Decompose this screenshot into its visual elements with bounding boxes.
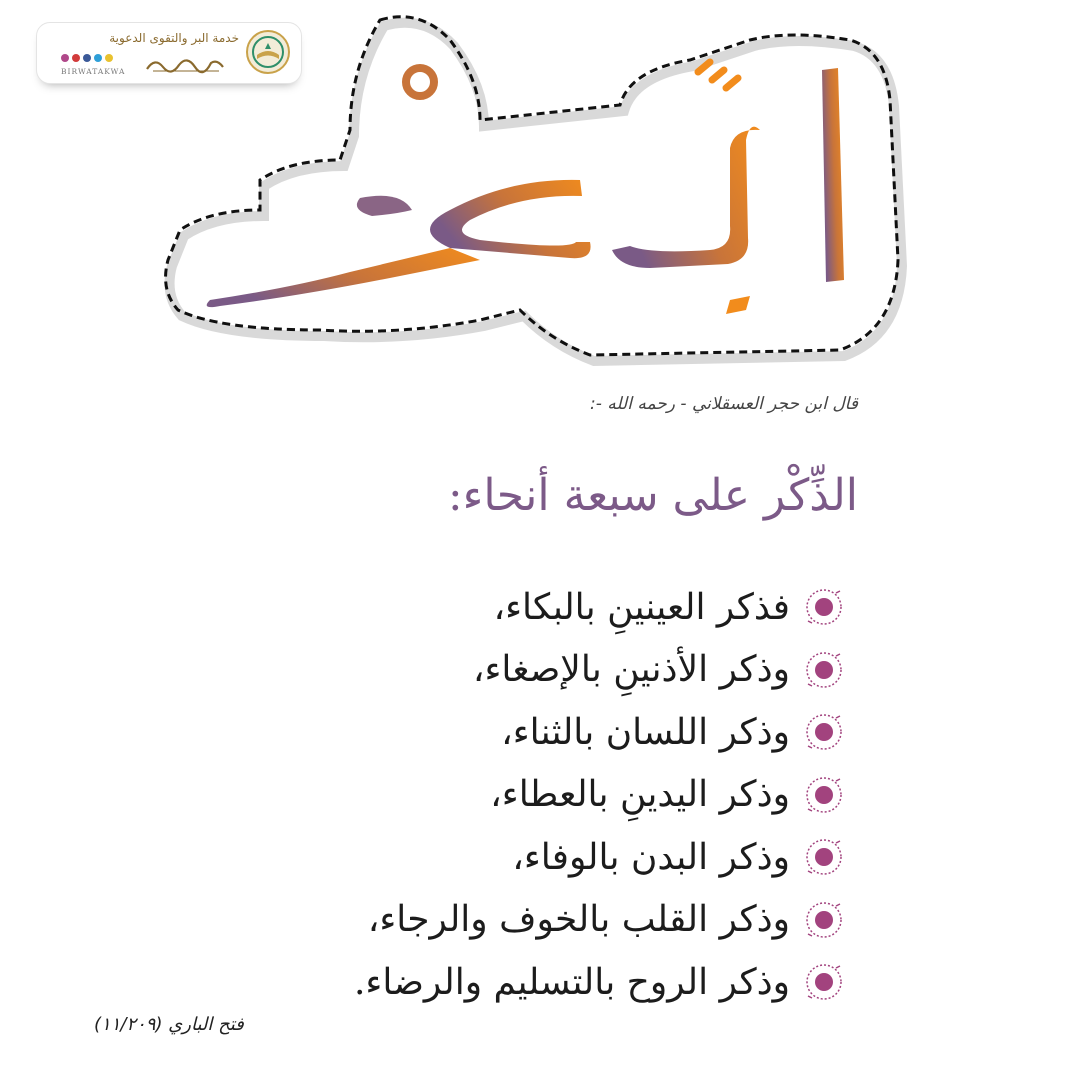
list-item-text: وذكر اليدينِ بالعطاء، [490,774,790,816]
list-item-text: وذكر البدن بالوفاء، [512,836,790,878]
list-item-text: فذكر العينينِ بالبكاء، [493,586,790,628]
circle-bullet-icon [804,587,844,627]
circle-bullet-icon [804,962,844,1002]
list-item [354,639,844,702]
list-item [354,889,844,952]
list-item [354,826,844,889]
youtube-icon [72,54,80,62]
telegram-icon [94,54,102,62]
list-item [354,576,844,639]
list-item-text: وذكر اللسان بالثناء، [501,711,790,753]
attribution: قال ابن حجر العسقلاني - رحمه الله -: [590,394,858,414]
page-heading: الذِّكْر على سبعة أنحاء: [447,470,858,521]
list-item-text: وذكر القلب بالخوف والرجاء، [367,899,790,941]
facebook-icon [83,54,91,62]
circle-bullet-icon [804,650,844,690]
circle-bullet-icon [804,837,844,877]
list-item [354,764,844,827]
source-citation: فتح الباري (١١/٢٠٩) [94,1014,244,1035]
remembrance-list [354,576,844,1014]
title-calligraphy [150,10,910,370]
list-item-text: وذكر الأذنينِ بالإصغاء، [472,649,790,691]
snapchat-icon [105,54,113,62]
circle-bullet-icon [804,775,844,815]
circle-bullet-icon [804,712,844,752]
instagram-icon [61,54,69,62]
list-item [354,701,844,764]
logo-latin-name: BIRWATAKWA [61,67,126,76]
list-item [354,951,844,1014]
circle-bullet-icon [804,900,844,940]
logo-name: خدمة البر والتقوى الدعوية [109,31,239,45]
social-icons [61,54,113,62]
list-item-text: وذكر الروح بالتسليم والرضاء. [353,961,790,1003]
